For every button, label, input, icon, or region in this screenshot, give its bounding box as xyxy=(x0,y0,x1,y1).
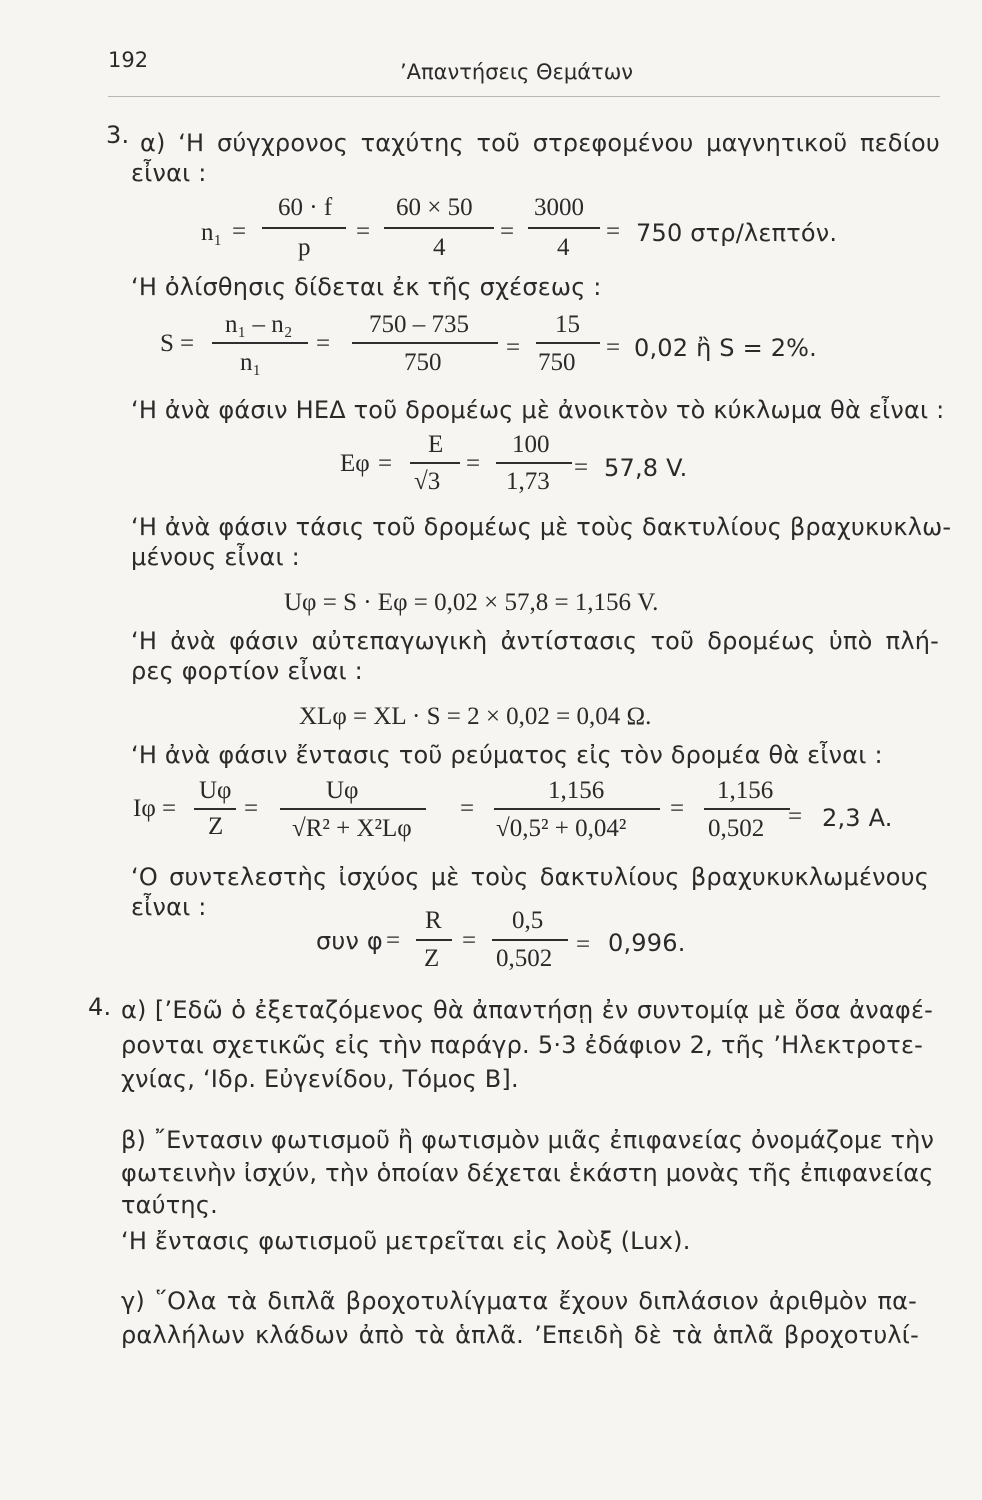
q3-intro-cont: εἶναι : xyxy=(131,159,207,187)
eq1-f3-den: 4 xyxy=(557,234,570,261)
fraction-bar xyxy=(528,227,600,229)
eq6-f4-den: 0,502 xyxy=(708,815,765,842)
equals-sign: = xyxy=(670,795,685,822)
eq7-result: 0,996. xyxy=(608,929,686,957)
equals-sign: = xyxy=(316,330,331,357)
running-title: ’Απαντήσεις Θεμάτων xyxy=(400,60,634,84)
eq7-f2-num: 0,5 xyxy=(512,907,544,934)
equals-sign: = xyxy=(500,218,515,245)
eq1-f2-num: 60 × 50 xyxy=(396,194,473,221)
equals-sign: = xyxy=(232,218,247,245)
fraction-bar xyxy=(494,808,660,810)
eq6-f1-num: Uφ xyxy=(199,777,232,804)
eq6-f2-num: Uφ xyxy=(326,777,359,804)
eq1-result: 750 στρ/λεπτόν. xyxy=(636,219,838,247)
q4-b-line: φωτεινὴν ἰσχύν, τὴν ὁποίαν δέχεται ἑκάστη μονὰς τῆς ἐπιφανείας xyxy=(121,1159,934,1187)
header-rule xyxy=(108,96,940,97)
eq6-f3-num: 1,156 xyxy=(548,777,605,804)
q4-a-line: χνίας, ‘Ιδρ. Εὐγενίδου, Τόμος Β]. xyxy=(121,1065,519,1093)
eq5-reactance: XLφ = XL · S = 2 × 0,02 = 0,04 Ω. xyxy=(299,703,652,730)
equals-sign: = xyxy=(466,450,481,477)
fraction-bar xyxy=(384,227,494,229)
equals-sign: = xyxy=(244,795,259,822)
eq7-f2-den: 0,502 xyxy=(496,945,553,972)
eq6-result: 2,3 A. xyxy=(822,804,893,832)
eq2-f2-den: 750 xyxy=(404,349,442,376)
fraction-bar xyxy=(194,808,236,810)
eq7-lhs: συν φ xyxy=(316,927,383,955)
q3-pf-text-1: ‘Ο συντελεστὴς ἰσχύος μὲ τοὺς δακτυλίους βραχυκυκλωμένους xyxy=(131,863,929,891)
eq1-f2-den: 4 xyxy=(433,234,446,261)
equals-sign: = xyxy=(162,795,177,822)
eq2-result: 0,02 ἢ S = 2%. xyxy=(634,334,818,362)
fraction-bar xyxy=(352,342,498,344)
q4-c-line: γ) ῞Ολα τὰ διπλᾶ βροχοτυλίγματα ἔχουν διπλάσιον ἀριθμὸν πα- xyxy=(121,1287,917,1315)
q3-slip-text: ‘Η ὀλίσθησις δίδεται ἐκ τῆς σχέσεως : xyxy=(131,273,602,301)
eq4-rotor-voltage: Uφ = S · Eφ = 0,02 × 57,8 = 1,156 V. xyxy=(284,589,659,616)
q3-intro: α) ‘Η σύγχρονος ταχύτης τοῦ στρεφομένου μαγνητικοῦ πεδίου xyxy=(140,129,940,157)
q4-a-line: ρονται σχετικῶς εἰς τὴν παράγρ. 5·3 ἐδάφιον 2, τῆς ’Ηλεκτροτε- xyxy=(121,1031,923,1059)
page-number: 192 xyxy=(108,48,149,72)
eq6-f4-num: 1,156 xyxy=(717,777,774,804)
fraction-bar xyxy=(280,808,426,810)
fraction-bar xyxy=(410,462,460,464)
eq2-f3-den: 750 xyxy=(538,349,576,376)
eq2-f3-num: 15 xyxy=(555,311,580,338)
eq6-f2-den: √R² + X²Lφ xyxy=(292,815,412,842)
eq6-f3-den: √0,5² + 0,04² xyxy=(496,815,627,842)
eq1-f1-num: 60 · f xyxy=(278,194,333,221)
q3-number: 3. xyxy=(106,121,130,149)
eq1-lhs: n₁ xyxy=(201,219,223,246)
q4-c-line: ραλλήλων κλάδων ἀπὸ τὰ ἁπλᾶ. ’Επειδὴ δὲ τὰ ἁπλᾶ βροχοτυλί- xyxy=(121,1321,919,1349)
equals-sign: = xyxy=(506,334,521,361)
fraction-bar xyxy=(212,342,308,344)
equals-sign: = xyxy=(574,454,589,481)
q3-emf-text: ‘Η ἀνὰ φάσιν ΗΕΔ τοῦ δρομέως μὲ ἀνοικτὸν τὸ κύκλωμα θὰ εἶναι : xyxy=(131,396,945,424)
equals-sign: = xyxy=(606,218,621,245)
q3-volt-text-2: μένους εἶναι : xyxy=(131,543,300,571)
eq6-lhs: Iφ xyxy=(133,795,156,822)
fraction-bar xyxy=(262,227,346,229)
q4-b-unit: ‘Η ἔντασις φωτισμοῦ μετρεῖται εἰς λοὺξ (Lux). xyxy=(121,1227,691,1255)
eq2-f1-num: n₁ – n₂ xyxy=(225,311,293,338)
q3-current-text: ‘Η ἀνὰ φάσιν ἔντασις τοῦ ρεύματος εἰς τὸν δρομέα θὰ εἶναι : xyxy=(131,741,883,769)
equals-sign: = xyxy=(788,803,803,830)
equals-sign: = xyxy=(386,927,401,954)
eq6-f1-den: Z xyxy=(208,813,224,840)
q4-b-line: ταύτης. xyxy=(121,1191,218,1219)
eq7-f1-num: R xyxy=(425,907,442,934)
equals-sign: = xyxy=(180,330,195,357)
equals-sign: = xyxy=(378,450,393,477)
q4-number: 4. xyxy=(88,993,112,1021)
q4-a-line: α) [’Εδῶ ὁ ἐξεταζόμενος θὰ ἀπαντήσῃ ἐν συντομίᾳ μὲ ὅσα ἀναφέ- xyxy=(121,996,933,1024)
eq3-f1-den: √3 xyxy=(414,468,441,495)
fraction-bar xyxy=(704,808,790,810)
eq2-f1-den: n₁ xyxy=(240,349,262,376)
eq7-f1-den: Z xyxy=(424,945,440,972)
equals-sign: = xyxy=(460,795,475,822)
eq3-f1-num: E xyxy=(428,431,444,458)
eq2-f2-num: 750 – 735 xyxy=(369,311,469,338)
eq3-f2-den: 1,73 xyxy=(506,468,550,495)
equals-sign: = xyxy=(462,927,477,954)
equals-sign: = xyxy=(576,931,591,958)
fraction-bar xyxy=(536,342,600,344)
fraction-bar xyxy=(416,939,452,941)
eq2-lhs: S xyxy=(160,330,174,357)
q3-ind-text-2: ρες φορτίον εἶναι : xyxy=(131,657,363,685)
equals-sign: = xyxy=(606,334,621,361)
q3-pf-text-2: εἶναι : xyxy=(131,893,207,921)
eq1-f3-num: 3000 xyxy=(534,194,584,221)
eq3-result: 57,8 V. xyxy=(604,454,688,482)
equals-sign: = xyxy=(356,218,371,245)
q3-ind-text-1: ‘Η ἀνὰ φάσιν αὐτεπαγωγικὴ ἀντίστασις τοῦ δρομέως ὑπὸ πλή- xyxy=(131,627,939,655)
eq3-lhs: Eφ xyxy=(340,450,370,477)
eq3-f2-num: 100 xyxy=(512,431,550,458)
fraction-bar xyxy=(496,462,572,464)
q4-b-line: β) ῎Εντασιν φωτισμοῦ ἢ φωτισμὸν μιᾶς ἐπιφανείας ὀνομάζομε τὴν xyxy=(121,1126,935,1154)
eq1-f1-den: p xyxy=(298,234,311,261)
fraction-bar xyxy=(492,939,568,941)
q3-volt-text-1: ‘Η ἀνὰ φάσιν τάσις τοῦ δρομέως μὲ τοὺς δακτυλίους βραχυκυκλω- xyxy=(131,513,952,541)
